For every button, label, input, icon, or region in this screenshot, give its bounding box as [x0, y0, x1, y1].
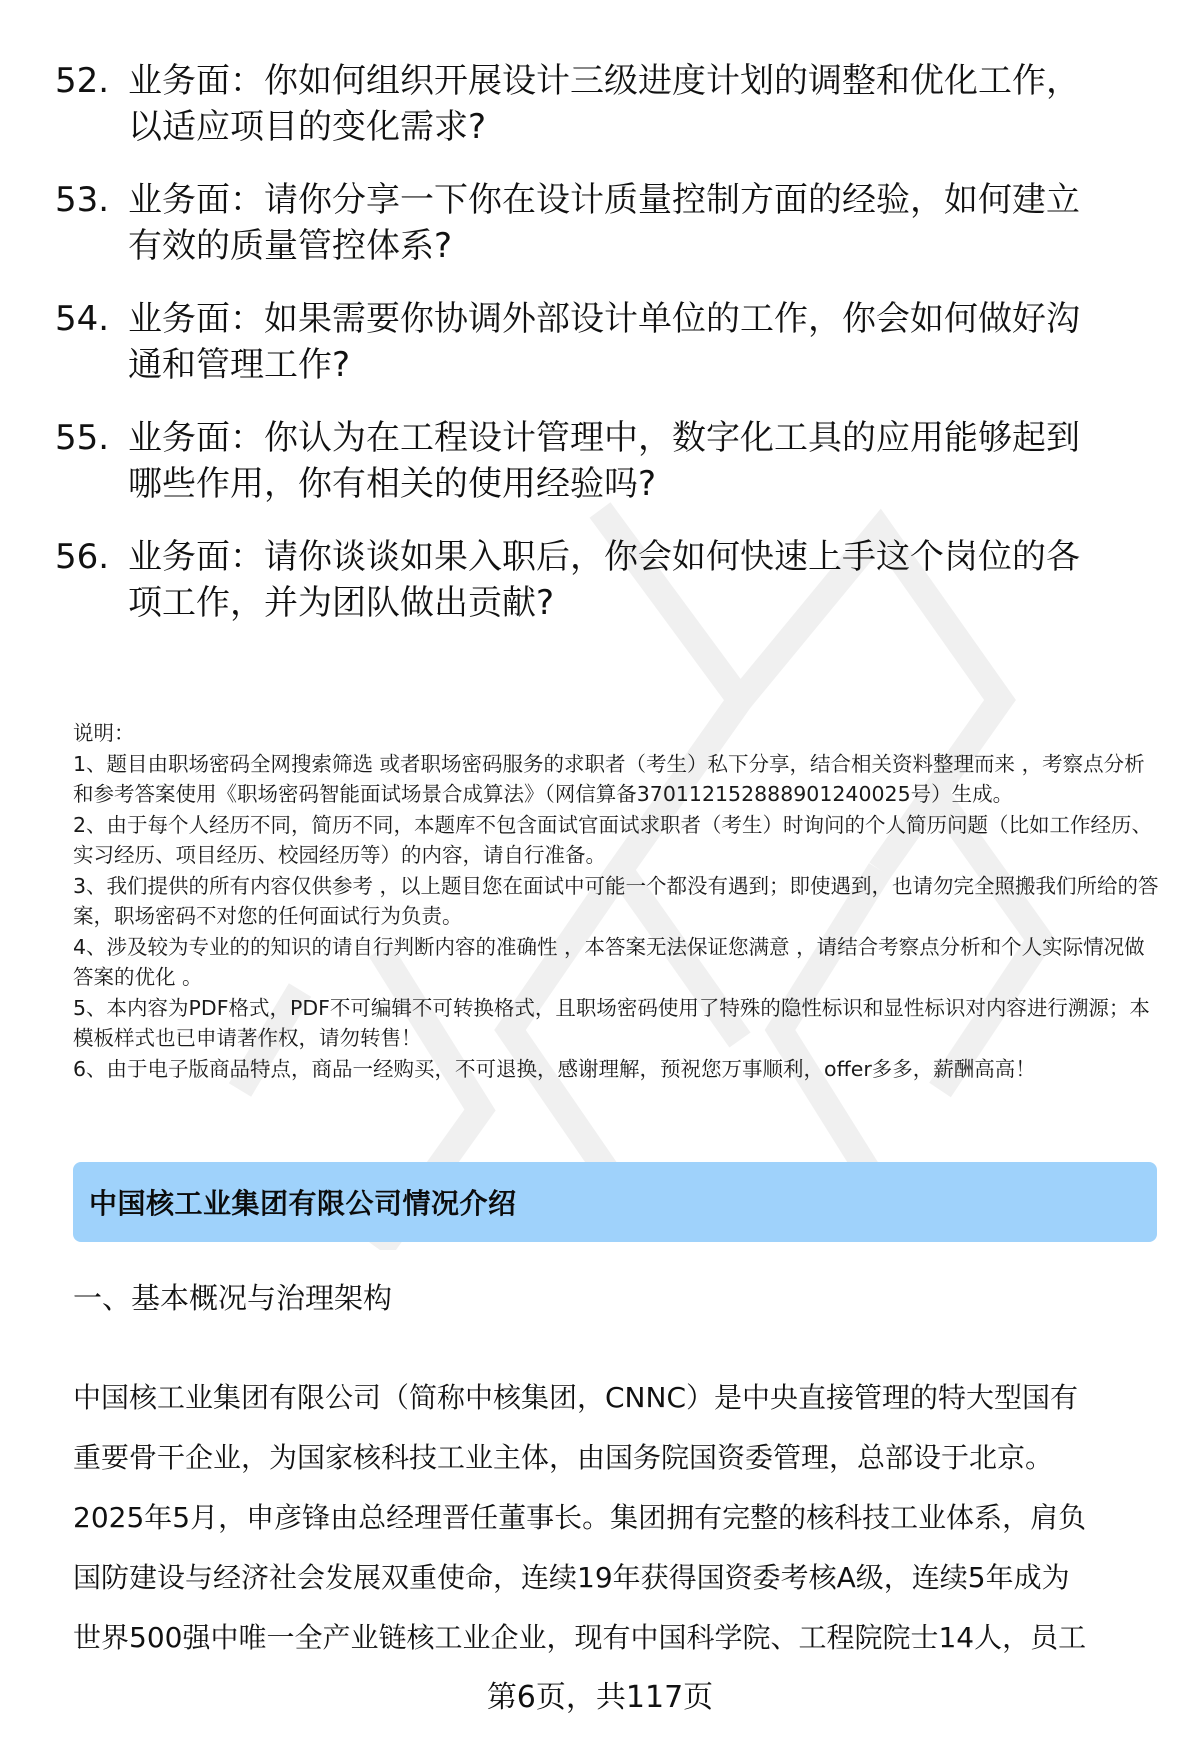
question-line: 业务面：请你谈谈如果入职后，你会如何快速上手这个岗位的各: [128, 537, 1080, 577]
note-item: 3、我们提供的所有内容仅供参考 ，以上题目您在面试中可能一个都没有遇到；即使遇到，也请勿完全照搬我们所给的答案，职场密码不对您的任何面试行为负责。: [73, 873, 1159, 928]
company-intro-banner: [73, 1162, 1157, 1242]
note-item: 1、题目由职场密码全网搜索筛选 或者职场密码服务的求职者（考生）私下分享，结合相关资料整理而来 ，考察点分析和参考答案使用《职场密码智能面试场景合成算法》（网信算备370112152888901240025号）生成。: [73, 751, 1145, 806]
body-line: 国防建设与经济社会发展双重使命，连续19年获得国资委考核A级，连续5年成为: [73, 1561, 1070, 1594]
question-line: 以适应项目的变化需求?: [128, 107, 487, 147]
note-item: 4、涉及较为专业的的知识的请自行判断内容的准确性 ，本答案无法保证您满意 ，请结合考察点分析和个人实际情况做答案的优化 。: [73, 934, 1145, 989]
body-line: 2025年5月，申彦锋由总经理晋任董事长。集团拥有完整的核科技工业体系，肩负: [73, 1501, 1087, 1534]
question-item: [55, 177, 1155, 269]
notes-title: 说明：: [73, 721, 135, 745]
question-line: 业务面：你认为在工程设计管理中，数字化工具的应用能够起到: [128, 418, 1080, 458]
question-line: 通和管理工作?: [128, 345, 351, 385]
banner-title: 中国核工业集团有限公司情况介绍: [89, 1187, 517, 1220]
question-number: 53.: [55, 180, 110, 220]
question-item: [55, 534, 1155, 626]
question-item: [55, 58, 1155, 150]
question-line: 有效的质量管控体系?: [128, 226, 453, 266]
question-line: 业务面：如果需要你协调外部设计单位的工作，你会如何做好沟: [128, 299, 1080, 339]
body-line: 中国核工业集团有限公司（简称中核集团，CNNC）是中央直接管理的特大型国有: [73, 1381, 1078, 1414]
question-number: 54.: [55, 299, 110, 339]
note-item: 5、本内容为PDF格式，PDF不可编辑不可转换格式，且职场密码使用了特殊的隐性标识和显性标识对内容进行溯源；本模板样式也已申请著作权，请勿转售！: [73, 995, 1150, 1050]
question-line: 哪些作用，你有相关的使用经验吗?: [128, 464, 657, 504]
section-heading: 一、基本概况与治理架构: [73, 1281, 393, 1315]
body-line: 世界500强中唯一全产业链核工业企业，现有中国科学院、工程院院士14人，员工: [73, 1621, 1087, 1654]
question-line: 业务面：请你分享一下你在设计质量控制方面的经验，如何建立: [128, 180, 1080, 220]
question-number: 52.: [55, 61, 110, 101]
note-item: 6、由于电子版商品特点，商品一经购买，不可退换，感谢理解，预祝您万事顺利，offer多多，薪酬高高！: [73, 1056, 1036, 1081]
question-item: [55, 415, 1155, 507]
section-body: [73, 1368, 1163, 1668]
body-line: 重要骨干企业，为国家核科技工业主体，由国务院国资委管理，总部设于北京。: [73, 1441, 1054, 1474]
question-line: 业务面：你如何组织开展设计三级进度计划的调整和优化工作，: [128, 61, 1080, 101]
question-number: 56.: [55, 537, 110, 577]
note-item: 2、由于每个人经历不同，简历不同，本题库不包含面试官面试求职者（考生）时询问的个人简历问题（比如工作经历、实习经历、项目经历、校园经历等）的内容，请自行准备。: [73, 812, 1153, 867]
notes-block: [73, 718, 1163, 1084]
page-number: 第6页，共117页: [486, 1680, 714, 1715]
question-item: [55, 296, 1155, 388]
question-number: 55.: [55, 418, 110, 458]
question-line: 项工作，并为团队做出贡献?: [128, 583, 555, 623]
